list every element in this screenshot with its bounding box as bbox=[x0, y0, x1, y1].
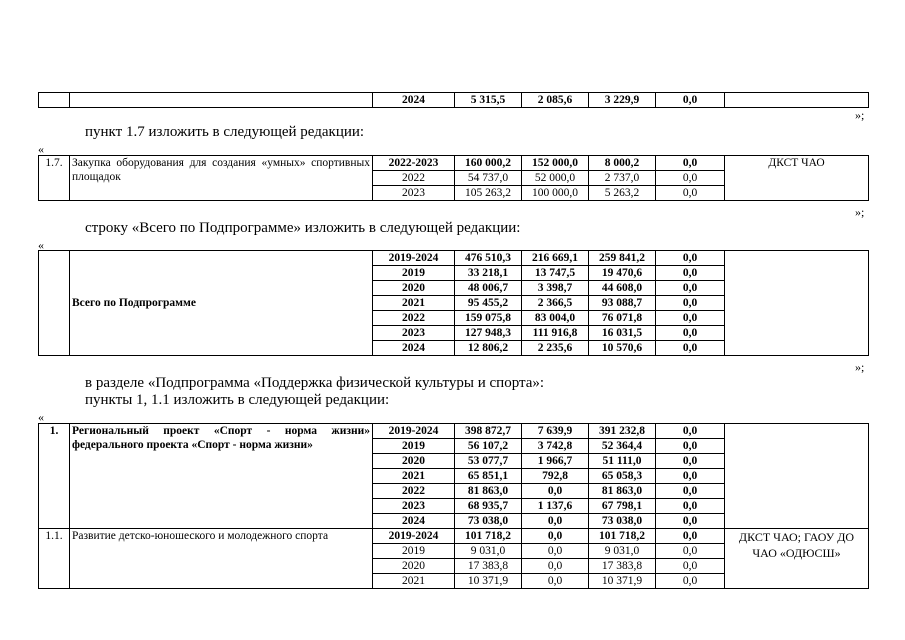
value-cell: 0,0 bbox=[522, 484, 589, 499]
value-cell: 73 038,0 bbox=[589, 514, 656, 529]
value-cell: 0,0 bbox=[522, 574, 589, 589]
value-cell: 0,0 bbox=[656, 529, 725, 544]
year-cell: 2021 bbox=[373, 296, 455, 311]
value-cell: 0,0 bbox=[656, 296, 725, 311]
value-cell: 111 916,8 bbox=[522, 326, 589, 341]
table-top-fragment bbox=[38, 92, 869, 108]
value-cell: 2 235,6 bbox=[522, 341, 589, 356]
value-cell: 0,0 bbox=[656, 156, 725, 171]
value-cell: 152 000,0 bbox=[522, 156, 589, 171]
value-cell: 1 966,7 bbox=[522, 454, 589, 469]
value-cell: 216 669,1 bbox=[522, 251, 589, 266]
instruction-text: в разделе «Подпрограмма «Поддержка физической культуры и спорта»: bbox=[85, 375, 545, 391]
value-cell: 9 031,0 bbox=[455, 544, 522, 559]
value-cell: 83 004,0 bbox=[522, 311, 589, 326]
value-cell: 73 038,0 bbox=[455, 514, 522, 529]
value-cell: 0,0 bbox=[656, 266, 725, 281]
value-cell: 0,0 bbox=[522, 544, 589, 559]
value-cell: 0,0 bbox=[656, 171, 725, 186]
value-cell: 53 077,7 bbox=[455, 454, 522, 469]
value-cell: 398 872,7 bbox=[455, 424, 522, 439]
value-cell: 16 031,5 bbox=[589, 326, 656, 341]
value-cell: 159 075,8 bbox=[455, 311, 522, 326]
table-row bbox=[39, 93, 869, 108]
year-cell: 2024 bbox=[373, 93, 455, 108]
year-cell: 2023 bbox=[373, 186, 455, 201]
value-cell: 33 218,1 bbox=[455, 266, 522, 281]
value-cell: 0,0 bbox=[656, 499, 725, 514]
year-cell: 2021 bbox=[373, 469, 455, 484]
value-cell: 13 747,5 bbox=[522, 266, 589, 281]
table-row bbox=[39, 251, 869, 266]
value-cell: 792,8 bbox=[522, 469, 589, 484]
value-cell: 0,0 bbox=[656, 469, 725, 484]
year-cell: 2024 bbox=[373, 341, 455, 356]
open-quote: « bbox=[38, 410, 44, 424]
instruction-text: пункт 1.7 изложить в следующей редакции: bbox=[85, 124, 365, 140]
value-cell: 8 000,2 bbox=[589, 156, 656, 171]
value-cell: 10 371,9 bbox=[455, 574, 522, 589]
value-cell: 1 137,6 bbox=[522, 499, 589, 514]
value-cell: 52 000,0 bbox=[522, 171, 589, 186]
value-cell: 101 718,2 bbox=[589, 529, 656, 544]
year-cell: 2022 bbox=[373, 484, 455, 499]
value-cell: 52 364,4 bbox=[589, 439, 656, 454]
value-cell: 76 071,8 bbox=[589, 311, 656, 326]
value-cell: 0,0 bbox=[656, 281, 725, 296]
item-title: Всего по Подпрограмме bbox=[70, 251, 373, 356]
value-cell: 81 863,0 bbox=[589, 484, 656, 499]
year-cell: 2021 bbox=[373, 574, 455, 589]
value-cell: 65 058,3 bbox=[589, 469, 656, 484]
value-cell: 0,0 bbox=[656, 424, 725, 439]
value-cell: 48 006,7 bbox=[455, 281, 522, 296]
value-cell: 0,0 bbox=[656, 93, 725, 108]
value-cell: 3 229,9 bbox=[589, 93, 656, 108]
value-cell: 17 383,8 bbox=[455, 559, 522, 574]
year-cell: 2023 bbox=[373, 326, 455, 341]
responsible-cell: ДКСТ ЧАО; ГАОУ ДО ЧАО «ОДЮСШ» bbox=[725, 529, 869, 589]
close-quote: »; bbox=[855, 108, 865, 122]
value-cell: 391 232,8 bbox=[589, 424, 656, 439]
value-cell: 0,0 bbox=[656, 454, 725, 469]
value-cell: 259 841,2 bbox=[589, 251, 656, 266]
value-cell: 0,0 bbox=[656, 574, 725, 589]
value-cell: 65 851,1 bbox=[455, 469, 522, 484]
value-cell: 95 455,2 bbox=[455, 296, 522, 311]
value-cell: 0,0 bbox=[656, 544, 725, 559]
year-cell: 2024 bbox=[373, 514, 455, 529]
value-cell: 5 263,2 bbox=[589, 186, 656, 201]
year-cell: 2022 bbox=[373, 311, 455, 326]
table-items-1 bbox=[38, 423, 869, 589]
year-cell: 2020 bbox=[373, 559, 455, 574]
value-cell: 17 383,8 bbox=[589, 559, 656, 574]
value-cell: 0,0 bbox=[656, 251, 725, 266]
value-cell: 7 639,9 bbox=[522, 424, 589, 439]
year-cell: 2023 bbox=[373, 499, 455, 514]
value-cell: 0,0 bbox=[656, 186, 725, 201]
year-cell: 2019 bbox=[373, 544, 455, 559]
open-quote: « bbox=[38, 238, 44, 252]
close-quote: »; bbox=[855, 205, 865, 219]
table-total bbox=[38, 250, 869, 356]
value-cell: 0,0 bbox=[656, 439, 725, 454]
item-title: Региональный проект «Спорт - норма жизни» федерального проекта «Спорт - норма жизни» bbox=[70, 424, 373, 529]
year-cell: 2020 bbox=[373, 281, 455, 296]
value-cell: 5 315,5 bbox=[455, 93, 522, 108]
instruction-text: строку «Всего по Подпрограмме» изложить в следующей редакции: bbox=[85, 220, 521, 236]
year-cell: 2019-2024 bbox=[373, 424, 455, 439]
instruction-text: пункты 1, 1.1 изложить в следующей редакции: bbox=[85, 392, 390, 408]
close-quote: »; bbox=[855, 360, 865, 374]
value-cell: 54 737,0 bbox=[455, 171, 522, 186]
year-cell: 2019-2024 bbox=[373, 529, 455, 544]
value-cell: 2 737,0 bbox=[589, 171, 656, 186]
year-cell: 2020 bbox=[373, 454, 455, 469]
value-cell: 68 935,7 bbox=[455, 499, 522, 514]
value-cell: 3 742,8 bbox=[522, 439, 589, 454]
value-cell: 44 608,0 bbox=[589, 281, 656, 296]
value-cell: 19 470,6 bbox=[589, 266, 656, 281]
item-title: Развитие детско-юношеского и молодежного спорта bbox=[70, 529, 373, 589]
value-cell: 56 107,2 bbox=[455, 439, 522, 454]
value-cell: 160 000,2 bbox=[455, 156, 522, 171]
value-cell: 476 510,3 bbox=[455, 251, 522, 266]
value-cell: 51 111,0 bbox=[589, 454, 656, 469]
table-row bbox=[39, 424, 869, 439]
year-cell: 2019 bbox=[373, 439, 455, 454]
table-row bbox=[39, 529, 869, 544]
year-cell: 2019 bbox=[373, 266, 455, 281]
value-cell: 0,0 bbox=[656, 341, 725, 356]
value-cell: 127 948,3 bbox=[455, 326, 522, 341]
value-cell: 10 570,6 bbox=[589, 341, 656, 356]
responsible-cell: ДКСТ ЧАО bbox=[725, 156, 869, 201]
value-cell: 10 371,9 bbox=[589, 574, 656, 589]
value-cell: 81 863,0 bbox=[455, 484, 522, 499]
value-cell: 0,0 bbox=[522, 529, 589, 544]
item-number: 1.7. bbox=[39, 156, 70, 201]
item-number: 1.1. bbox=[39, 529, 70, 589]
value-cell: 0,0 bbox=[522, 514, 589, 529]
value-cell: 2 085,6 bbox=[522, 93, 589, 108]
value-cell: 2 366,5 bbox=[522, 296, 589, 311]
value-cell: 0,0 bbox=[656, 514, 725, 529]
value-cell: 105 263,2 bbox=[455, 186, 522, 201]
value-cell: 0,0 bbox=[656, 326, 725, 341]
value-cell: 101 718,2 bbox=[455, 529, 522, 544]
table-row bbox=[39, 156, 869, 171]
value-cell: 100 000,0 bbox=[522, 186, 589, 201]
item-title: Закупка оборудования для создания «умных» спортивных площадок bbox=[70, 156, 373, 201]
table-item-1-7 bbox=[38, 155, 869, 201]
value-cell: 0,0 bbox=[656, 559, 725, 574]
value-cell: 0,0 bbox=[656, 484, 725, 499]
year-cell: 2022-2023 bbox=[373, 156, 455, 171]
value-cell: 67 798,1 bbox=[589, 499, 656, 514]
value-cell: 0,0 bbox=[522, 559, 589, 574]
value-cell: 93 088,7 bbox=[589, 296, 656, 311]
open-quote: « bbox=[38, 142, 44, 156]
value-cell: 9 031,0 bbox=[589, 544, 656, 559]
item-number: 1. bbox=[39, 424, 70, 529]
value-cell: 3 398,7 bbox=[522, 281, 589, 296]
value-cell: 12 806,2 bbox=[455, 341, 522, 356]
value-cell: 0,0 bbox=[656, 311, 725, 326]
year-cell: 2019-2024 bbox=[373, 251, 455, 266]
year-cell: 2022 bbox=[373, 171, 455, 186]
